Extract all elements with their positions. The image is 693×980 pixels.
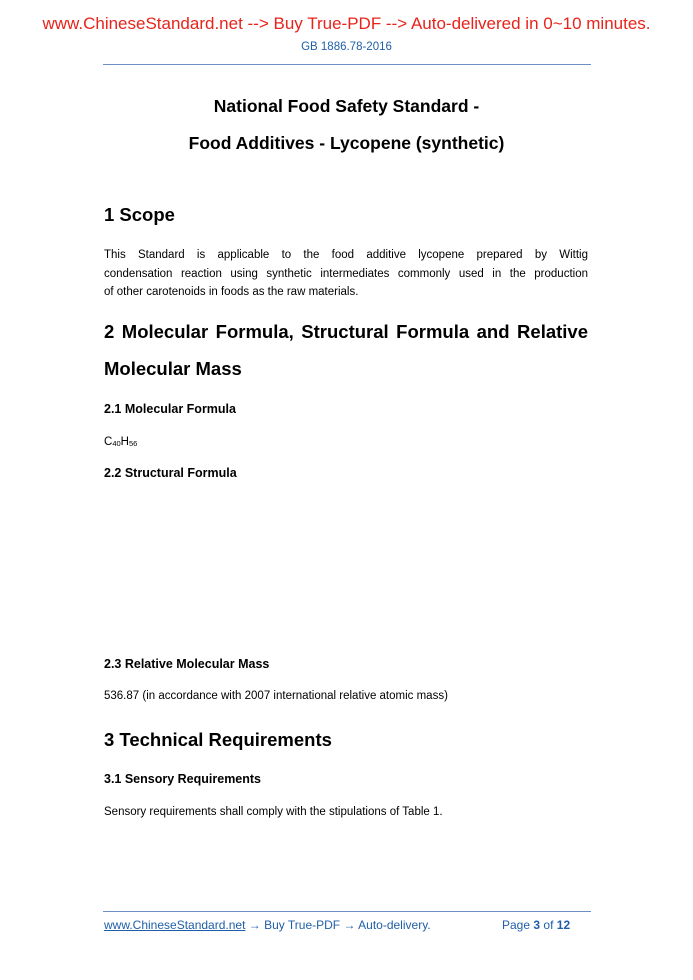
scope-line-2: condensation reaction using synthetic intermediates commonly used in the production <box>104 267 588 280</box>
footer-arrow-icon: → <box>343 918 356 932</box>
footer-site-link[interactable]: www.ChineseStandard.net <box>104 918 246 932</box>
sensory-paragraph: Sensory requirements shall comply with the stipulations of Table 1. <box>104 806 443 818</box>
scope-paragraph <box>104 246 588 302</box>
standard-number: GB 1886.78-2016 <box>301 41 392 53</box>
section-1-heading: 1 Scope <box>104 204 175 225</box>
header-divider <box>103 64 591 65</box>
molecular-formula <box>104 433 588 454</box>
section-2-heading-line2: Molecular Mass <box>104 358 242 379</box>
scope-line-3: of other carotenoids in foods as the raw materials. <box>104 286 359 298</box>
molecular-mass-value: 536.87 (in accordance with 2007 international relative atomic mass) <box>104 690 448 702</box>
formula-carbon-count: 40 <box>112 439 121 448</box>
promo-banner[interactable]: www.ChineseStandard.net --> Buy True-PDF --> Auto-delivered in 0~10 minutes. <box>42 14 651 33</box>
page-total: 12 <box>556 918 571 932</box>
formula-carbon: C <box>104 436 113 448</box>
subsection-3-1-heading: 3.1 Sensory Requirements <box>104 772 262 786</box>
footer-arrow-icon: → <box>248 918 261 932</box>
document-title-line2: Food Additives - Lycopene (synthetic) <box>188 133 505 153</box>
page-indicator <box>502 918 570 932</box>
subsection-2-3-heading: 2.3 Relative Molecular Mass <box>104 657 270 671</box>
footer-links <box>104 918 431 932</box>
page-current: 3 <box>533 918 541 932</box>
page-of: of <box>543 918 554 932</box>
subsection-2-2-heading: 2.2 Structural Formula <box>104 466 237 480</box>
footer-auto-text: Auto-delivery. <box>358 918 431 932</box>
page-word: Page <box>502 918 531 932</box>
formula-hydrogen-count: 56 <box>128 439 138 448</box>
document-title-line1: National Food Safety Standard - <box>213 96 480 116</box>
scope-line-1: This Standard is applicable to the food additive lycopene prepared by Wittig <box>104 249 588 261</box>
footer-buy-text: Buy True-PDF <box>264 918 341 932</box>
structural-formula-area <box>104 490 588 650</box>
footer-divider <box>103 911 591 912</box>
section-2-heading-line1: 2 Molecular Formula, Structural Formula and Relative <box>104 321 588 342</box>
section-3-heading: 3 Technical Requirements <box>104 729 332 750</box>
formula-hydrogen: H <box>120 436 129 448</box>
subsection-2-1-heading: 2.1 Molecular Formula <box>104 402 236 416</box>
